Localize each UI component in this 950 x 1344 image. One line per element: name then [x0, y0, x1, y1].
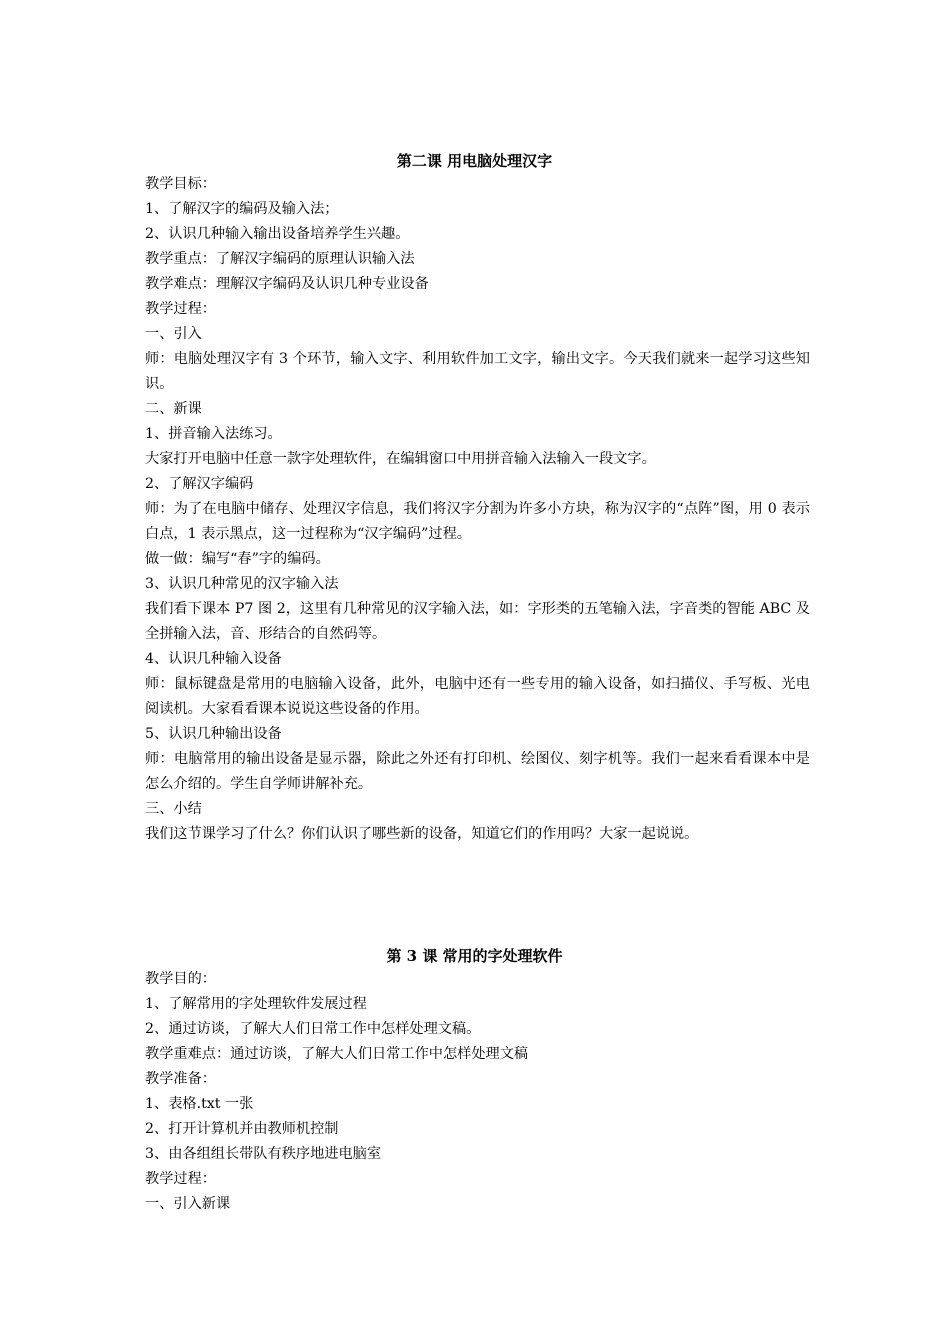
intro-paragraph: 师：电脑处理汉字有 3 个环节，输入文字、利用软件加工文字，输出文字。今天我们就来一起学习这些知识。 — [145, 351, 810, 392]
lesson-3-section — [145, 945, 810, 1217]
key-difficult-point: 教学重难点：通过访谈，了解大人们日常工作中怎样处理文稿 — [145, 1046, 529, 1062]
step-2-heading: 2、了解汉字编码 — [145, 476, 254, 492]
process-heading-3: 教学过程： — [145, 1171, 216, 1187]
lesson-2-section — [145, 150, 810, 847]
purpose-2: 2、通过访谈，了解大人们日常工作中怎样处理文稿。 — [145, 1021, 481, 1037]
purpose-1: 1、了解常用的字处理软件发展过程 — [145, 996, 367, 1012]
section-summary-heading: 三、小结 — [145, 801, 202, 817]
step-1-heading: 1、拼音输入法练习。 — [145, 426, 282, 442]
preparation-1: 1、表格.txt 一张 — [145, 1096, 254, 1112]
step-3-heading: 3、认识几种常见的汉字输入法 — [145, 576, 339, 592]
step-5-paragraph: 师：电脑常用的输出设备是显示器，除此之外还有打印机、绘图仪、刻字机等。我们一起来看看课本中是怎么介绍的。学生自学师讲解补充。 — [145, 751, 810, 792]
summary-paragraph: 我们这节课学习了什么？你们认识了哪些新的设备，知道它们的作用吗？大家一起说说。 — [145, 826, 699, 842]
process-heading: 教学过程： — [145, 301, 216, 317]
section-intro-new-lesson: 一、引入新课 — [145, 1196, 231, 1212]
goal-1: 1、了解汉字的编码及输入法； — [145, 201, 339, 217]
preparation-3: 3、由各组组长带队有秩序地进电脑室 — [145, 1146, 382, 1162]
teaching-purpose-heading: 教学目的： — [145, 971, 216, 987]
section-intro-heading: 一、引入 — [145, 326, 202, 342]
step-4-heading: 4、认识几种输入设备 — [145, 651, 282, 667]
step-3-paragraph: 我们看下课本 P7 图 2，这里有几种常见的汉字输入法，如：字形类的五笔输入法，字音类的智能 ABC 及全拼输入法，音、形结合的自然码等。 — [145, 601, 810, 642]
key-point: 教学重点：了解汉字编码的原理认识输入法 — [145, 251, 415, 267]
step-2-paragraph: 师：为了在电脑中储存、处理汉字信息，我们将汉字分割为许多小方块，称为汉字的“点阵”图，用 0 表示白点，1 表示黑点，这一过程称为“汉字编码”过程。 — [145, 501, 810, 542]
section-new-lesson-heading: 二、新课 — [145, 401, 202, 417]
lesson-3-title: 第 3 课 常用的字处理软件 — [386, 947, 563, 965]
preparation-heading: 教学准备： — [145, 1071, 216, 1087]
exercise-line: 做一做：编写“春”字的编码。 — [145, 551, 330, 567]
step-1-paragraph: 大家打开电脑中任意一款字处理软件，在编辑窗口中用拼音输入法输入一段文字。 — [145, 451, 656, 467]
difficult-point: 教学难点：理解汉字编码及认识几种专业设备 — [145, 276, 429, 292]
step-5-heading: 5、认识几种输出设备 — [145, 726, 282, 742]
teaching-goals-heading: 教学目标： — [145, 176, 216, 192]
lesson-2-title: 第二课 用电脑处理汉字 — [396, 152, 553, 170]
step-4-paragraph: 师：鼠标键盘是常用的电脑输入设备，此外，电脑中还有一些专用的输入设备，如扫描仪、手写板、光电阅读机。大家看看课本说说这些设备的作用。 — [145, 676, 810, 717]
goal-2: 2、认识几种输入输出设备培养学生兴趣。 — [145, 226, 410, 242]
preparation-2: 2、打开计算机并由教师机控制 — [145, 1121, 339, 1137]
